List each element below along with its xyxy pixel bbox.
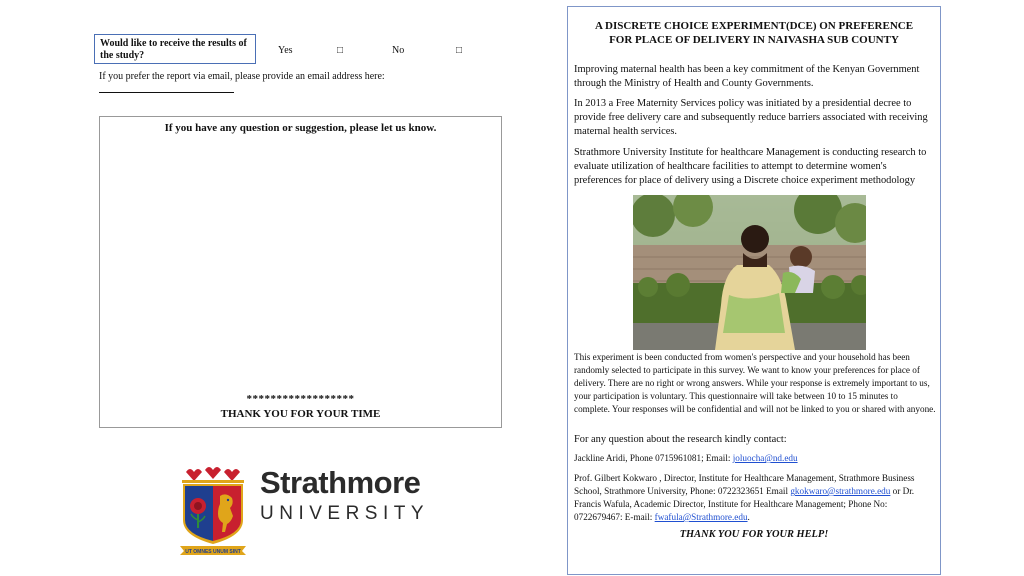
wafula-email-link[interactable]: fwafula@Strathmore.edu: [654, 512, 748, 522]
yes-checkbox[interactable]: □: [337, 45, 344, 56]
info-panel: [567, 6, 941, 575]
comments-title: If you have any question or suggestion, please let us know.: [164, 122, 437, 134]
kokwaro-email-link[interactable]: gkokwaro@strathmore.edu: [790, 486, 891, 496]
receive-results-question: Would like to receive the results of the study?: [94, 34, 256, 64]
yes-label: Yes: [278, 45, 293, 56]
experiment-paragraph: This experiment is been conducted from women's perspective and your household has been randomly selected to participate in this survey. We want to know your preferences for place of delivery. There are no right or wrong answers. While your response is extremely important to us, your participation is voluntary. This questionnaire will take between 10 to 15 minutes to complete. Your responses will be confidential and will not be linked to you or shared with anyone.: [574, 352, 936, 414]
no-checkbox[interactable]: □: [456, 45, 463, 56]
strathmore-crest-icon: [178, 462, 248, 556]
contact-wafula-text: or Dr. Francis Wafula, Academic Director, Institute for Healthcare Management; Phone No: 0722679467: E-mail:: [574, 486, 915, 522]
thank-you-help: THANK YOU FOR YOUR HELP!: [679, 529, 829, 540]
logo-wordmark: Strathmore: [260, 465, 421, 500]
email-prompt-text: If you prefer the report via email, please provide an email address here:: [99, 71, 385, 82]
email-prompt: [99, 70, 399, 97]
logo-subtitle: UNIVERSITY: [260, 503, 430, 524]
intro-paragraph: Improving maternal health has been a key commitment of the Kenyan Government through the Ministry of Health and County Governments.: [574, 64, 920, 89]
mother-with-baby-photo: [633, 195, 866, 350]
contact-intro: For any question about the research kindly contact:: [574, 434, 787, 445]
contact-end-period: .: [747, 512, 750, 522]
comments-box[interactable]: [99, 116, 502, 428]
contact-jackline-text: Jackline Aridi, Phone 0715961081; Email:: [574, 453, 733, 463]
thank-you-time: THANK YOU FOR YOUR TIME: [220, 408, 381, 420]
no-label: No: [392, 45, 405, 56]
info-title-line2: FOR PLACE OF DELIVERY IN NAIVASHA SUB COUNTY: [609, 34, 899, 46]
policy-paragraph: In 2013 a Free Maternity Services policy was initiated by a presidential decree to provide free delivery care and subsequently reduce barriers associated with receiving maternal health services.: [574, 98, 928, 137]
info-title-line1: A DISCRETE CHOICE EXPERIMENT(DCE) ON PREFERENCE: [594, 20, 914, 32]
jackline-email-link[interactable]: joluocha@nd.edu: [732, 453, 798, 463]
contact-kokwaro-text: Prof. Gilbert Kokwaro , Director, Institute for Healthcare Management, Strathmore Business School, Strathmore University, Phone: 0722323651 Email: [574, 473, 915, 496]
crest-motto: UT OMNES UNUM SINT: [185, 549, 241, 555]
email-fill-line[interactable]: [99, 83, 234, 93]
contact-kokwaro-wafula: [574, 472, 936, 524]
research-paragraph: Strathmore University Institute for healthcare Management is conducting research to evaluate utilization of healthcare facilities to attempt to determine women's preferences for place of delivery using a Discrete choice experiment methodology: [574, 147, 927, 186]
contact-jackline: [574, 452, 936, 465]
stars-divider: ******************: [246, 393, 355, 405]
info-title: [568, 19, 940, 47]
